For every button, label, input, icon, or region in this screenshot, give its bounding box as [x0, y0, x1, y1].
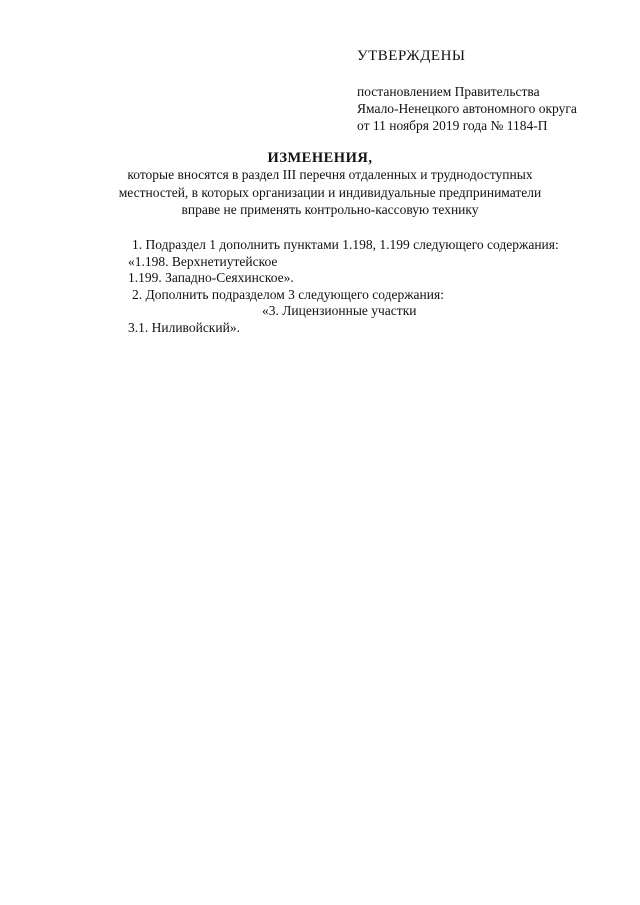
approval-line-2: Ямало-Ненецкого автономного округа: [357, 101, 577, 116]
approval-line-1: постановлением Правительства: [357, 84, 540, 99]
item-3-1: 3.1. Ниливойский».: [128, 319, 240, 335]
changes-subtitle: [60, 166, 600, 219]
approval-line-3: от 11 ноября 2019 года № 1184-П: [357, 118, 548, 133]
subtitle-line-1: которые вносятся в раздел III перечня отдаленных и труднодоступных: [127, 167, 533, 182]
subtitle-line-3: вправе не применять контрольно-кассовую технику: [181, 202, 479, 217]
item-1-198: «1.198. Верхнетиутейское: [128, 253, 278, 269]
approval-title: УТВЕРЖДЕНЫ: [357, 48, 466, 64]
approval-block: [357, 48, 627, 134]
document-body: [0, 237, 640, 336]
subtitle-line-2: местностей, в которых организации и индивидуальные предприниматели: [118, 184, 542, 200]
section-3-heading: «3. Лицензионные участки: [262, 303, 417, 318]
item-1-199: 1.199. Западно-Сеяхинское».: [128, 270, 294, 285]
item-1: 1. Подраздел 1 дополнить пунктами 1.198, 1.199 следующего содержания:: [132, 237, 559, 252]
item-2: 2. Дополнить подразделом 3 следующего содержания:: [132, 286, 444, 302]
changes-title: ИЗМЕНЕНИЯ,: [267, 150, 373, 166]
